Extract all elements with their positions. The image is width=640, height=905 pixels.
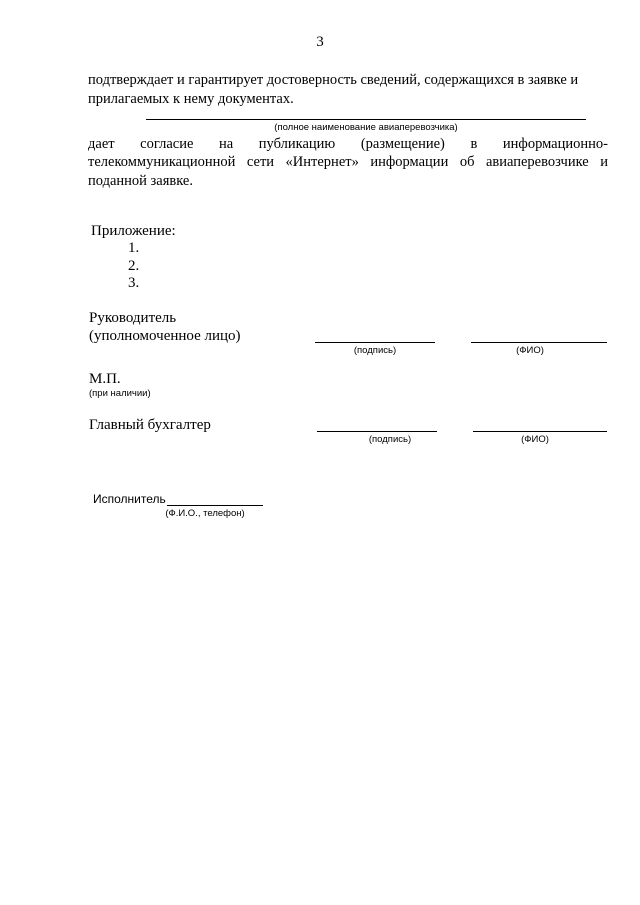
- paragraph1-line2: прилагаемых к нему документах.: [88, 91, 294, 107]
- accountant-signature-line: [317, 431, 437, 432]
- paragraph1-line1: подтверждает и гарантирует достоверность сведений, содержащихся в заявке и: [88, 72, 579, 88]
- head-label: Руководитель: [89, 310, 177, 326]
- appendix-title: Приложение:: [91, 223, 176, 239]
- carrier-name-line: [146, 119, 586, 120]
- executor-line: [167, 505, 263, 506]
- appendix-item: 1.: [128, 240, 140, 256]
- paragraph2-line3: поданной заявке.: [88, 173, 193, 189]
- appendix-item: 2.: [128, 258, 140, 274]
- seal-note: (при наличии): [89, 388, 151, 399]
- executor-caption: (Ф.И.О., телефон): [165, 508, 245, 519]
- paragraph2-line2: телекоммуникационной сети «Интернет» информации об авиаперевозчике и: [88, 154, 608, 170]
- accountant-name-caption: (ФИО): [521, 434, 549, 445]
- head-signature-line: [315, 342, 435, 343]
- head-name-line: [471, 342, 607, 343]
- head-sublabel: (уполномоченное лицо): [89, 328, 241, 344]
- accountant-name-line: [473, 431, 607, 432]
- carrier-caption: (полное наименование авиаперевозчика): [274, 122, 458, 133]
- accountant-signature-caption: (подпись): [368, 434, 412, 445]
- head-signature-caption: (подпись): [353, 345, 397, 356]
- executor-label: Исполнитель: [93, 492, 166, 506]
- head-name-caption: (ФИО): [516, 345, 544, 356]
- paragraph2-line1: дает согласие на публикацию (размещение) в информационно-: [88, 136, 608, 152]
- seal-label: М.П.: [89, 371, 121, 387]
- accountant-label: Главный бухгалтер: [89, 417, 211, 433]
- page-number: 3: [316, 34, 324, 50]
- appendix-item: 3.: [128, 275, 140, 291]
